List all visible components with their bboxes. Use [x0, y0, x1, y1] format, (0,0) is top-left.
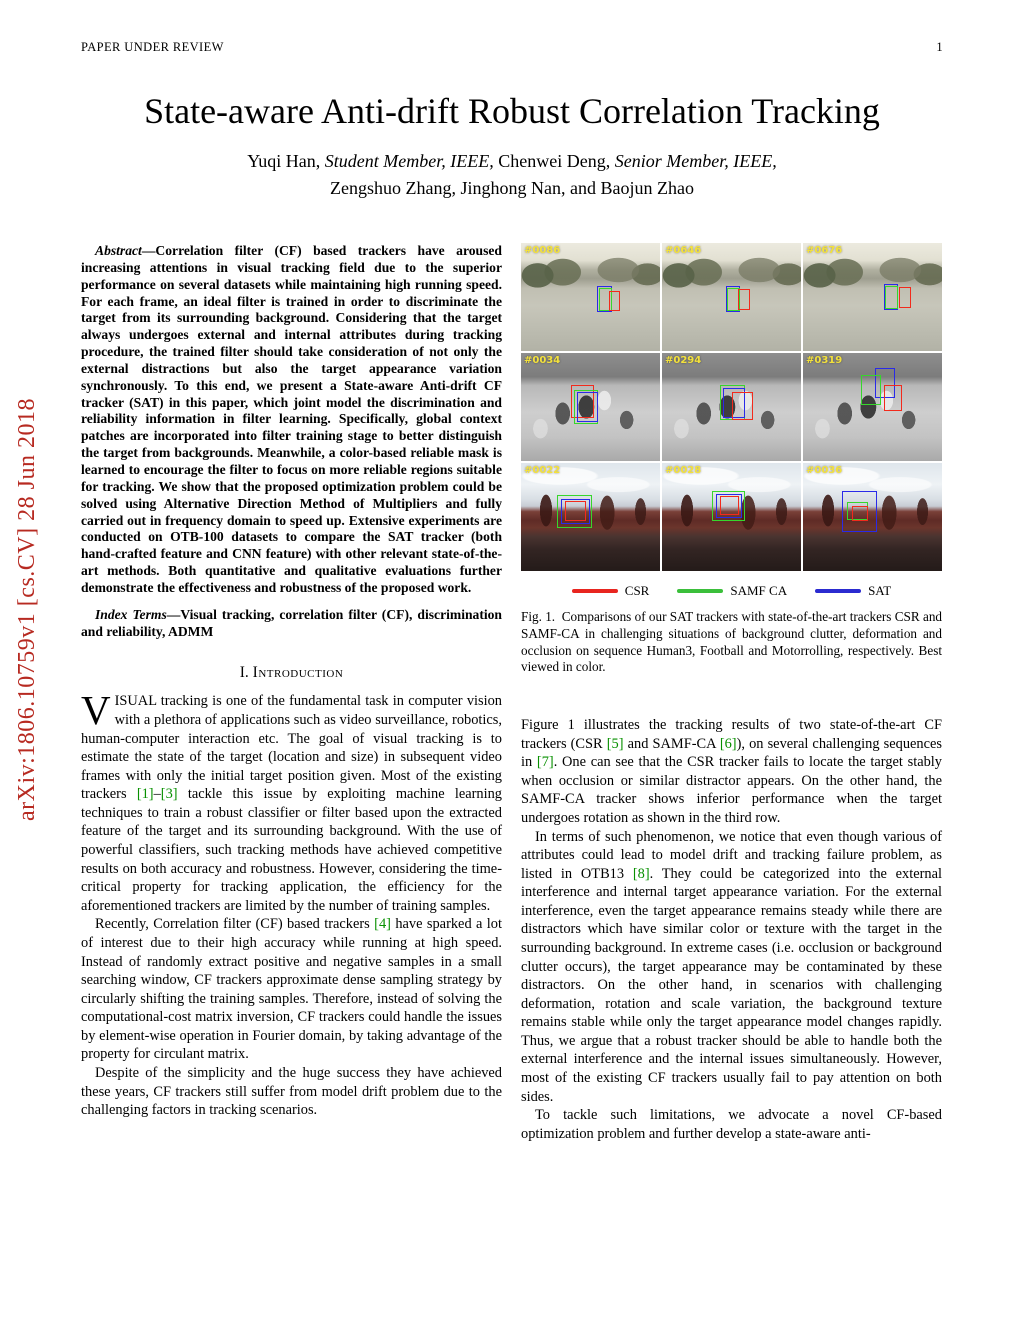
frame-number-label: #0676 [806, 245, 843, 256]
text-segment: tackle this issue by exploiting machine learning techniques to train a robust classifier or filter based upon the extracted feature of the target and its surrounding background. With the use of powerful classifiers, such tracking methods have achieved competitive results on both accuracy and robustness. However, considering the time-critical property for tracking application, the efficiency for the aforementioned trackers are limited by the number of training samples. [81, 786, 502, 914]
running-head: PAPER UNDER REVIEW [81, 40, 224, 54]
paper-title: State-aware Anti-drift Robust Correlation Tracking [144, 91, 880, 131]
video-frame-human3 [521, 243, 660, 351]
text-segment: Student Member, IEEE, [324, 151, 494, 171]
video-frame-human3 [803, 243, 942, 351]
red-tracker-bbox [565, 501, 585, 521]
abstract-body: —Correlation filter (CF) based trackers have aroused increasing attentions in visual tracking field due to the superior performance on several datasets while maintaining high running speed. For each frame, an ideal filter is trained in order to discriminate the target from its surrounding background. Considering that the target always undergoes external and internal attributes during tracking procedure, the trained filter should take consideration of not only the external distractions but also the target appearance variation synchronously. To this end, we present a State-aware Anti-drift CF tracker (SAT) in this paper, which joint model the discrimination and reliability information in filter learning. Specifically, global context patches are incorporated into filter training stage to better distinguish the target from backgrounds. Meanwhile, a color-based reliable mask is learned to encourage the filter to focus on more reliable regions suitable for tracking. We show that the proposed optimization problem could be solved using Alternative Direction Method of Multipliers and fully carried out in frequency domain to speed up. Extensive experiments are conducted on OTB-100 datasets to compare the SAT tracker (both hand-crafted feature and CNN feature) with other relevant state-of-the-art methods. Both quantitative and qualitative evaluations further demonstrate the effectiveness and robustness of the proposed work. [81, 243, 502, 595]
red-tracker-bbox [609, 291, 621, 311]
video-frame-football [803, 353, 942, 461]
legend-label: SAT [868, 583, 892, 598]
figure-legend [521, 583, 942, 599]
red-tracker-bbox [884, 385, 903, 411]
frame-number-label: #0294 [665, 355, 702, 366]
figure-1 [521, 243, 942, 676]
index-terms [81, 607, 502, 641]
legend-item-sat [815, 583, 891, 599]
drop-cap: V [81, 687, 111, 734]
page-number: 1 [936, 40, 943, 54]
frame-number-label: #0028 [665, 465, 702, 476]
text-segment: Yuqi Han, [247, 151, 325, 171]
red-tracker-bbox [732, 392, 753, 420]
citation-link[interactable]: [4] [374, 916, 391, 933]
citation-link[interactable]: [5] [606, 735, 624, 752]
right-column-paragraphs [521, 716, 942, 1143]
video-frame-motor [662, 463, 801, 571]
text-segment: ISUAL tracking is one of the fundamental task in computer vision with a plethora of applications such as video surveillance, robotics, human-computer interaction etc. The goal of visual tracking is to estimate the state of the target (location and size) in subsequent video frames with only the initial target position given. Most of the existing trackers [81, 693, 502, 803]
green-tracker-bbox [885, 286, 898, 309]
red-tracker-bbox [899, 287, 911, 307]
text-segment: and SAMF-CA [623, 735, 720, 752]
frame-number-label: #0086 [524, 245, 561, 256]
video-frame-football [662, 353, 801, 461]
section-heading-introduction [81, 664, 502, 682]
body-paragraph [81, 1064, 502, 1120]
frame-number-label: #0646 [665, 245, 702, 256]
text-segment: – [153, 786, 161, 803]
text-segment: Recently, Correlation filter (CF) based trackers [95, 916, 375, 933]
text-segment: Figure 1 illustrates the tracking results of two state-of-the-art CF trackers (CSR [521, 717, 942, 752]
author-line-1 [0, 148, 1024, 175]
abstract [81, 243, 502, 597]
red-tracker-bbox [720, 496, 739, 514]
text-segment: In terms of such phenomenon, we notice that even though various of attributes could lead to model drift and tracking failure problem, as listed in OTB13 [521, 828, 942, 882]
figure-caption-lead: Fig. 1. [521, 609, 556, 624]
text-segment: . One can see that the CSR tracker fails to locate the target stably when occlusion or similar distractor appears. On the other hand, the SAMF-CA tracker shows inferior performance when the target undergoes rotation as shown in the third row. [521, 754, 943, 826]
legend-item-samf-ca [677, 583, 787, 599]
legend-label: SAMF CA [730, 583, 788, 598]
legend-color-line [677, 589, 723, 593]
text-segment: Senior Member, IEEE, [614, 151, 777, 171]
legend-color-line [815, 589, 861, 593]
body-paragraph [521, 716, 942, 827]
text-segment: Despite of the simplicity and the huge success they have achieved these years, CF trackers still suffer from model drift problem due to the challenging factors in tracking scenarios. [81, 1064, 502, 1119]
frame-number-label: #0036 [806, 465, 843, 476]
abstract-lead: Abstract [95, 243, 142, 258]
arxiv-stamp: arXiv:1806.10759v1 [cs.CV] 28 Jun 2018 [14, 398, 40, 822]
video-frame-football [521, 353, 660, 461]
frame-number-label: #0022 [524, 465, 561, 476]
page-header [81, 40, 943, 55]
text-segment: Chenwei Deng, [493, 151, 615, 171]
citation-link[interactable]: [6] [719, 735, 737, 752]
blue-tracker-bbox [577, 392, 598, 422]
text-segment: To tackle such limitations, we advocate a novel CF-based optimization problem and further develop a state-aware anti- [521, 1107, 942, 1142]
figure-caption-body: Comparisons of our SAT trackers with state-of-the-art trackers CSR and SAMF-CA in challenging situations of background clutter, deformation and occlusion on sequence Human3, Football and Motorrolling, respectively. Best viewed in color. [521, 609, 943, 675]
right-column [521, 243, 942, 1143]
citation-link[interactable]: [3] [160, 786, 178, 803]
red-tracker-bbox [738, 289, 750, 309]
index-terms-body: —Visual tracking, correlation filter (CF), discrimination and reliability, ADMM [81, 606, 502, 639]
figure-frame-grid [521, 243, 942, 571]
video-frame-motor [803, 463, 942, 571]
section-number: I. [239, 664, 249, 682]
section-title: Introduction [252, 664, 344, 682]
frame-number-label: #0319 [806, 355, 843, 366]
citation-link[interactable]: [7] [536, 754, 554, 771]
author-block [0, 148, 1024, 202]
left-column [81, 243, 502, 1143]
legend-label: CSR [624, 583, 650, 598]
two-column-body [81, 243, 943, 1143]
figure-caption [521, 609, 942, 676]
text-segment: ), on several challenging sequences in [521, 735, 943, 771]
legend-color-line [572, 589, 618, 593]
body-paragraph [521, 828, 942, 1107]
citation-link[interactable]: [8] [632, 865, 650, 882]
index-terms-lead: Index Terms [95, 606, 167, 622]
introduction-paragraphs [81, 687, 502, 1119]
video-frame-motor [521, 463, 660, 571]
body-paragraph [81, 915, 502, 1064]
text-segment: . They could be categorized into the external interference and internal target appearance variation. For the external interference, even the target appearance remains steady while there are distractors which have similar color or texture with the target in the surrounding background. In extreme cases (i.e. occlusion or background clutter occurs), the target appearance may be contaminated by these distractors. On the other hand, in scenarios with challenging deformation, rotation and scale variation, the background texture remains stable while only the target appearance model changes rapidly. Thus, we argue that a robust tracker should be able to handle both the external interference and the internal issues simultaneously. However, most of the existing CF trackers usually fail to pay attention on both sides. [521, 865, 942, 1105]
body-paragraph [81, 687, 502, 915]
frame-number-label: #0034 [524, 355, 561, 366]
body-paragraph [521, 1106, 942, 1143]
green-tracker-bbox [861, 375, 881, 405]
legend-item-csr [572, 583, 650, 599]
red-tracker-bbox [852, 506, 868, 521]
video-frame-human3 [662, 243, 801, 351]
text-segment: have sparked a lot of interest due to their high accuracy while running at high speed. Instead of randomly extract positive and negative samples in a small searching window, CF trackers approximate dense sampling strategy by circularly shifting the training samples. Therefore, instead of solving the computational-cost matrix inversion, CF trackers could handle the issues by element-wise operation in Fourier domain, by taking advantage of the property for circulant matrix. [81, 916, 502, 1063]
citation-link[interactable]: [1] [136, 786, 154, 803]
author-line-2: Zengshuo Zhang, Jinghong Nan, and Baojun Zhao [330, 178, 694, 198]
